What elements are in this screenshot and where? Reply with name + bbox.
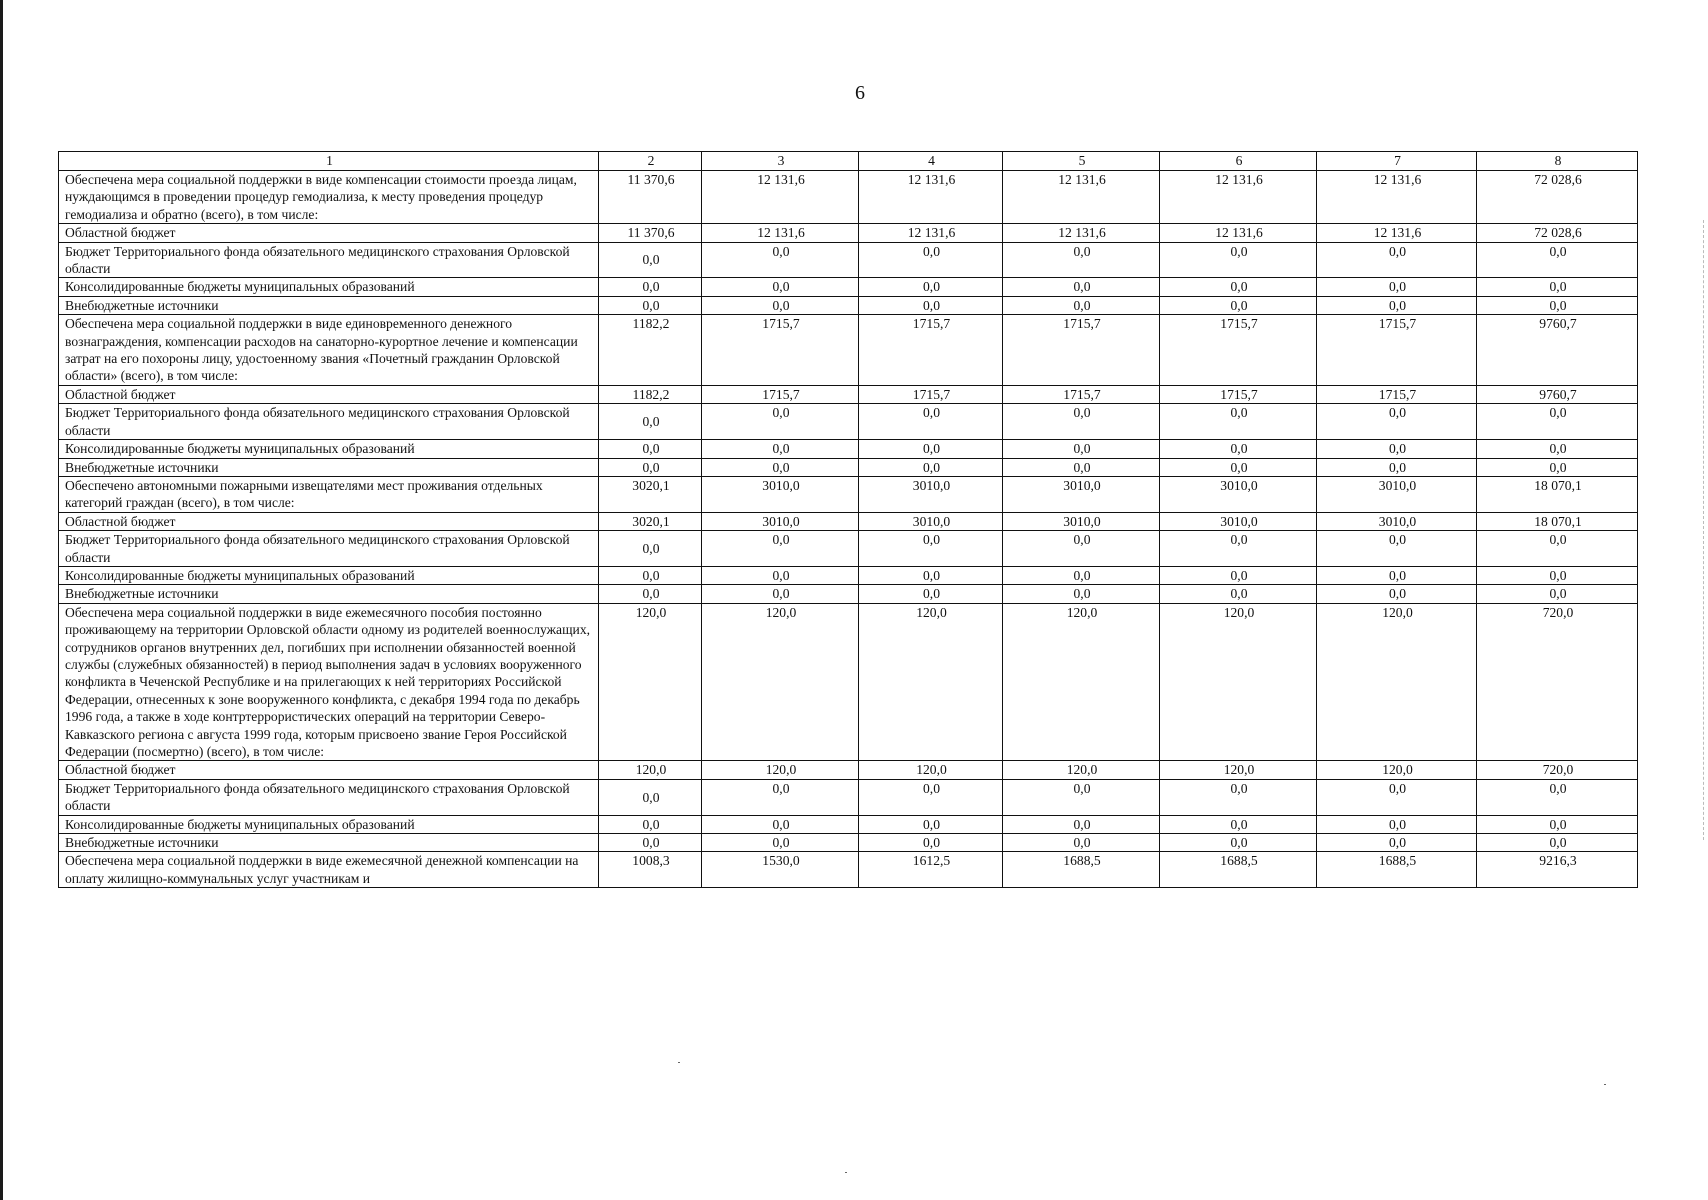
value-cell: 120,0 [859, 603, 1003, 761]
column-header: 4 [859, 152, 1003, 171]
value-cell: 0,0 [1477, 404, 1638, 440]
value-cell: 0,0 [859, 815, 1003, 833]
table-row-source [59, 531, 1638, 567]
value-cell: 0,0 [599, 531, 702, 567]
table-row-source [59, 815, 1638, 833]
value-cell: 720,0 [1477, 603, 1638, 761]
table-row-source [59, 779, 1638, 815]
value-cell: 12 131,6 [859, 171, 1003, 224]
value-cell: 0,0 [859, 531, 1003, 567]
value-cell: 1612,5 [859, 852, 1003, 888]
value-cell: 3020,1 [599, 476, 702, 512]
value-cell: 0,0 [1003, 779, 1160, 815]
table-row-measure [59, 315, 1638, 386]
column-header: 7 [1317, 152, 1477, 171]
value-cell: 18 070,1 [1477, 476, 1638, 512]
value-cell: 0,0 [702, 458, 859, 476]
row-label: Консолидированные бюджеты муниципальных образований [59, 566, 599, 584]
value-cell: 0,0 [1003, 585, 1160, 603]
value-cell: 0,0 [1003, 404, 1160, 440]
row-label: Консолидированные бюджеты муниципальных образований [59, 815, 599, 833]
table-row-measure [59, 852, 1638, 888]
value-cell: 1530,0 [702, 852, 859, 888]
value-cell: 1715,7 [1317, 315, 1477, 386]
value-cell: 0,0 [1317, 404, 1477, 440]
value-cell: 0,0 [1003, 834, 1160, 852]
column-header: 5 [1003, 152, 1160, 171]
row-label: Внебюджетные источники [59, 458, 599, 476]
value-cell: 1715,7 [1003, 315, 1160, 386]
row-label: Областной бюджет [59, 512, 599, 530]
value-cell: 12 131,6 [1003, 171, 1160, 224]
value-cell: 120,0 [599, 761, 702, 779]
value-cell: 12 131,6 [1317, 171, 1477, 224]
table-row-source [59, 761, 1638, 779]
table-row-source [59, 512, 1638, 530]
value-cell: 0,0 [1317, 815, 1477, 833]
table-row-measure [59, 603, 1638, 761]
row-label: Бюджет Территориального фонда обязательного медицинского страхования Орловской области [59, 404, 599, 440]
value-cell: 0,0 [1160, 278, 1317, 296]
value-cell: 18 070,1 [1477, 512, 1638, 530]
column-header: 6 [1160, 152, 1317, 171]
value-cell: 11 370,6 [599, 224, 702, 242]
value-cell: 0,0 [702, 531, 859, 567]
row-label: Консолидированные бюджеты муниципальных образований [59, 440, 599, 458]
value-cell: 3010,0 [1317, 512, 1477, 530]
table-body [59, 171, 1638, 888]
value-cell: 1182,2 [599, 385, 702, 403]
value-cell: 0,0 [1317, 585, 1477, 603]
value-cell: 0,0 [1317, 296, 1477, 314]
value-cell: 0,0 [1003, 278, 1160, 296]
value-cell: 0,0 [702, 242, 859, 278]
table-row-source [59, 385, 1638, 403]
value-cell: 0,0 [702, 585, 859, 603]
value-cell: 120,0 [859, 761, 1003, 779]
value-cell: 0,0 [1477, 242, 1638, 278]
value-cell: 3010,0 [702, 512, 859, 530]
value-cell: 3010,0 [1317, 476, 1477, 512]
value-cell: 0,0 [1160, 242, 1317, 278]
page-number: 6 [855, 82, 865, 104]
table-row-measure [59, 171, 1638, 224]
budget-table [58, 151, 1638, 888]
value-cell: 3010,0 [1003, 512, 1160, 530]
value-cell: 0,0 [599, 566, 702, 584]
value-cell: 0,0 [859, 242, 1003, 278]
value-cell: 0,0 [702, 404, 859, 440]
value-cell: 0,0 [1160, 779, 1317, 815]
table-row-source [59, 458, 1638, 476]
table-row-source [59, 296, 1638, 314]
value-cell: 3010,0 [859, 476, 1003, 512]
value-cell: 1715,7 [1160, 385, 1317, 403]
row-label: Обеспечена мера социальной поддержки в виде единовременного денежного вознаграждения, компенсации расходов на санаторно-курортное лечение и компенсации затрат на его похороны лицу, удостоенному звания «Почетный гражданин Орловской области» (всего), в том числе: [59, 315, 599, 386]
value-cell: 720,0 [1477, 761, 1638, 779]
row-label: Внебюджетные источники [59, 834, 599, 852]
table-row-source [59, 224, 1638, 242]
column-header: 3 [702, 152, 859, 171]
table-row-source [59, 242, 1638, 278]
table-row-source [59, 585, 1638, 603]
value-cell: 0,0 [1003, 440, 1160, 458]
value-cell: 0,0 [702, 566, 859, 584]
value-cell: 1688,5 [1160, 852, 1317, 888]
value-cell: 120,0 [1317, 761, 1477, 779]
value-cell: 120,0 [1160, 603, 1317, 761]
row-label: Внебюджетные источники [59, 585, 599, 603]
value-cell: 0,0 [1317, 531, 1477, 567]
value-cell: 0,0 [1160, 440, 1317, 458]
value-cell: 9760,7 [1477, 385, 1638, 403]
value-cell: 0,0 [1477, 779, 1638, 815]
value-cell: 0,0 [599, 296, 702, 314]
table-row-source [59, 566, 1638, 584]
value-cell: 0,0 [1317, 242, 1477, 278]
table-row-source [59, 278, 1638, 296]
value-cell: 0,0 [1477, 566, 1638, 584]
value-cell: 3010,0 [1003, 476, 1160, 512]
value-cell: 0,0 [859, 458, 1003, 476]
value-cell: 1715,7 [1160, 315, 1317, 386]
value-cell: 0,0 [1317, 566, 1477, 584]
value-cell: 0,0 [859, 440, 1003, 458]
value-cell: 0,0 [1003, 566, 1160, 584]
value-cell: 1715,7 [1003, 385, 1160, 403]
row-label: Областной бюджет [59, 761, 599, 779]
value-cell: 120,0 [702, 761, 859, 779]
value-cell: 1688,5 [1317, 852, 1477, 888]
value-cell: 1715,7 [1317, 385, 1477, 403]
value-cell: 120,0 [1160, 761, 1317, 779]
value-cell: 1715,7 [859, 315, 1003, 386]
value-cell: 0,0 [1477, 278, 1638, 296]
table-row-source [59, 404, 1638, 440]
value-cell: 0,0 [859, 404, 1003, 440]
value-cell: 0,0 [599, 404, 702, 440]
value-cell: 0,0 [1003, 815, 1160, 833]
value-cell: 72 028,6 [1477, 171, 1638, 224]
row-label: Внебюджетные источники [59, 296, 599, 314]
value-cell: 0,0 [1160, 531, 1317, 567]
value-cell: 0,0 [702, 815, 859, 833]
row-label: Обеспечена мера социальной поддержки в виде ежемесячной денежной компенсации на оплату жилищно-коммунальных услуг участникам и [59, 852, 599, 888]
value-cell: 0,0 [599, 458, 702, 476]
value-cell: 3010,0 [859, 512, 1003, 530]
value-cell: 0,0 [599, 815, 702, 833]
value-cell: 0,0 [1003, 458, 1160, 476]
value-cell: 12 131,6 [702, 171, 859, 224]
value-cell: 0,0 [1477, 296, 1638, 314]
value-cell: 12 131,6 [859, 224, 1003, 242]
value-cell: 3010,0 [1160, 476, 1317, 512]
value-cell: 0,0 [859, 278, 1003, 296]
value-cell: 120,0 [1317, 603, 1477, 761]
row-label: Областной бюджет [59, 385, 599, 403]
value-cell: 3010,0 [702, 476, 859, 512]
table-row-measure [59, 476, 1638, 512]
value-cell: 0,0 [702, 278, 859, 296]
scan-edge [0, 0, 3, 1200]
scan-speck [678, 1062, 680, 1063]
value-cell: 0,0 [1160, 404, 1317, 440]
value-cell: 0,0 [1477, 531, 1638, 567]
value-cell: 12 131,6 [702, 224, 859, 242]
value-cell: 0,0 [1160, 296, 1317, 314]
value-cell: 0,0 [1160, 834, 1317, 852]
value-cell: 3020,1 [599, 512, 702, 530]
value-cell: 1688,5 [1003, 852, 1160, 888]
column-header: 8 [1477, 152, 1638, 171]
value-cell: 0,0 [599, 242, 702, 278]
value-cell: 12 131,6 [1003, 224, 1160, 242]
value-cell: 0,0 [859, 834, 1003, 852]
column-header: 1 [59, 152, 599, 171]
value-cell: 0,0 [1160, 566, 1317, 584]
value-cell: 9216,3 [1477, 852, 1638, 888]
value-cell: 0,0 [599, 585, 702, 603]
value-cell: 0,0 [859, 296, 1003, 314]
value-cell: 0,0 [1477, 440, 1638, 458]
value-cell: 3010,0 [1160, 512, 1317, 530]
value-cell: 0,0 [599, 834, 702, 852]
value-cell: 9760,7 [1477, 315, 1638, 386]
value-cell: 0,0 [599, 779, 702, 815]
table-row-source [59, 834, 1638, 852]
row-label: Консолидированные бюджеты муниципальных образований [59, 278, 599, 296]
value-cell: 120,0 [702, 603, 859, 761]
value-cell: 1715,7 [859, 385, 1003, 403]
value-cell: 0,0 [1477, 585, 1638, 603]
value-cell: 0,0 [702, 296, 859, 314]
value-cell: 120,0 [1003, 761, 1160, 779]
value-cell: 0,0 [859, 779, 1003, 815]
header-row [59, 152, 1638, 171]
value-cell: 0,0 [1477, 834, 1638, 852]
value-cell: 0,0 [1477, 458, 1638, 476]
value-cell: 0,0 [599, 278, 702, 296]
value-cell: 120,0 [599, 603, 702, 761]
value-cell: 0,0 [1003, 242, 1160, 278]
value-cell: 0,0 [1317, 834, 1477, 852]
row-label: Бюджет Территориального фонда обязательного медицинского страхования Орловской области [59, 531, 599, 567]
value-cell: 11 370,6 [599, 171, 702, 224]
value-cell: 0,0 [702, 834, 859, 852]
value-cell: 0,0 [1160, 815, 1317, 833]
scan-speck [1604, 1084, 1606, 1085]
row-label: Бюджет Территориального фонда обязательного медицинского страхования Орловской области [59, 779, 599, 815]
value-cell: 0,0 [1003, 531, 1160, 567]
value-cell: 0,0 [1160, 585, 1317, 603]
value-cell: 0,0 [1317, 458, 1477, 476]
row-label: Областной бюджет [59, 224, 599, 242]
value-cell: 0,0 [859, 585, 1003, 603]
row-label: Обеспечено автономными пожарными извещателями мест проживания отдельных категорий граждан (всего), в том числе: [59, 476, 599, 512]
value-cell: 0,0 [1317, 440, 1477, 458]
value-cell: 1715,7 [702, 385, 859, 403]
row-label: Обеспечена мера социальной поддержки в виде компенсации стоимости проезда лицам, нуждающимся в проведении процедур гемодиализа, к месту проведения процедур гемодиализа и обратно (всего), в том числе: [59, 171, 599, 224]
scan-fold-line [1703, 220, 1705, 840]
value-cell: 0,0 [1317, 278, 1477, 296]
value-cell: 120,0 [1003, 603, 1160, 761]
value-cell: 0,0 [702, 779, 859, 815]
value-cell: 0,0 [1317, 779, 1477, 815]
row-label: Бюджет Территориального фонда обязательного медицинского страхования Орловской области [59, 242, 599, 278]
value-cell: 1715,7 [702, 315, 859, 386]
value-cell: 12 131,6 [1160, 171, 1317, 224]
value-cell: 1182,2 [599, 315, 702, 386]
value-cell: 12 131,6 [1317, 224, 1477, 242]
column-header: 2 [599, 152, 702, 171]
value-cell: 0,0 [1160, 458, 1317, 476]
value-cell: 1008,3 [599, 852, 702, 888]
value-cell: 0,0 [1003, 296, 1160, 314]
value-cell: 0,0 [1477, 815, 1638, 833]
row-label: Обеспечена мера социальной поддержки в виде ежемесячного пособия постоянно проживающему на территории Орловской области одному из родителей военнослужащих, сотрудников органов внутренних дел, погибших при исполнении обязанностей военной службы (служебных обязанностей) в период выполнения задач в условиях вооруженного конфликта в Чеченской Республике и на прилегающих к ней территориях Российской Федерации, отнесенных к зоне вооруженного конфликта, с декабря 1994 года по декабрь 1996 года, а также в ходе контртеррористических операций на территории Северо-Кавказского региона с августа 1999 года, которым присвоено звание Героя Российской Федерации (посмертно) (всего), в том числе: [59, 603, 599, 761]
value-cell: 12 131,6 [1160, 224, 1317, 242]
value-cell: 0,0 [599, 440, 702, 458]
scan-speck [845, 1172, 847, 1173]
table-row-source [59, 440, 1638, 458]
value-cell: 0,0 [859, 566, 1003, 584]
value-cell: 0,0 [702, 440, 859, 458]
value-cell: 72 028,6 [1477, 224, 1638, 242]
